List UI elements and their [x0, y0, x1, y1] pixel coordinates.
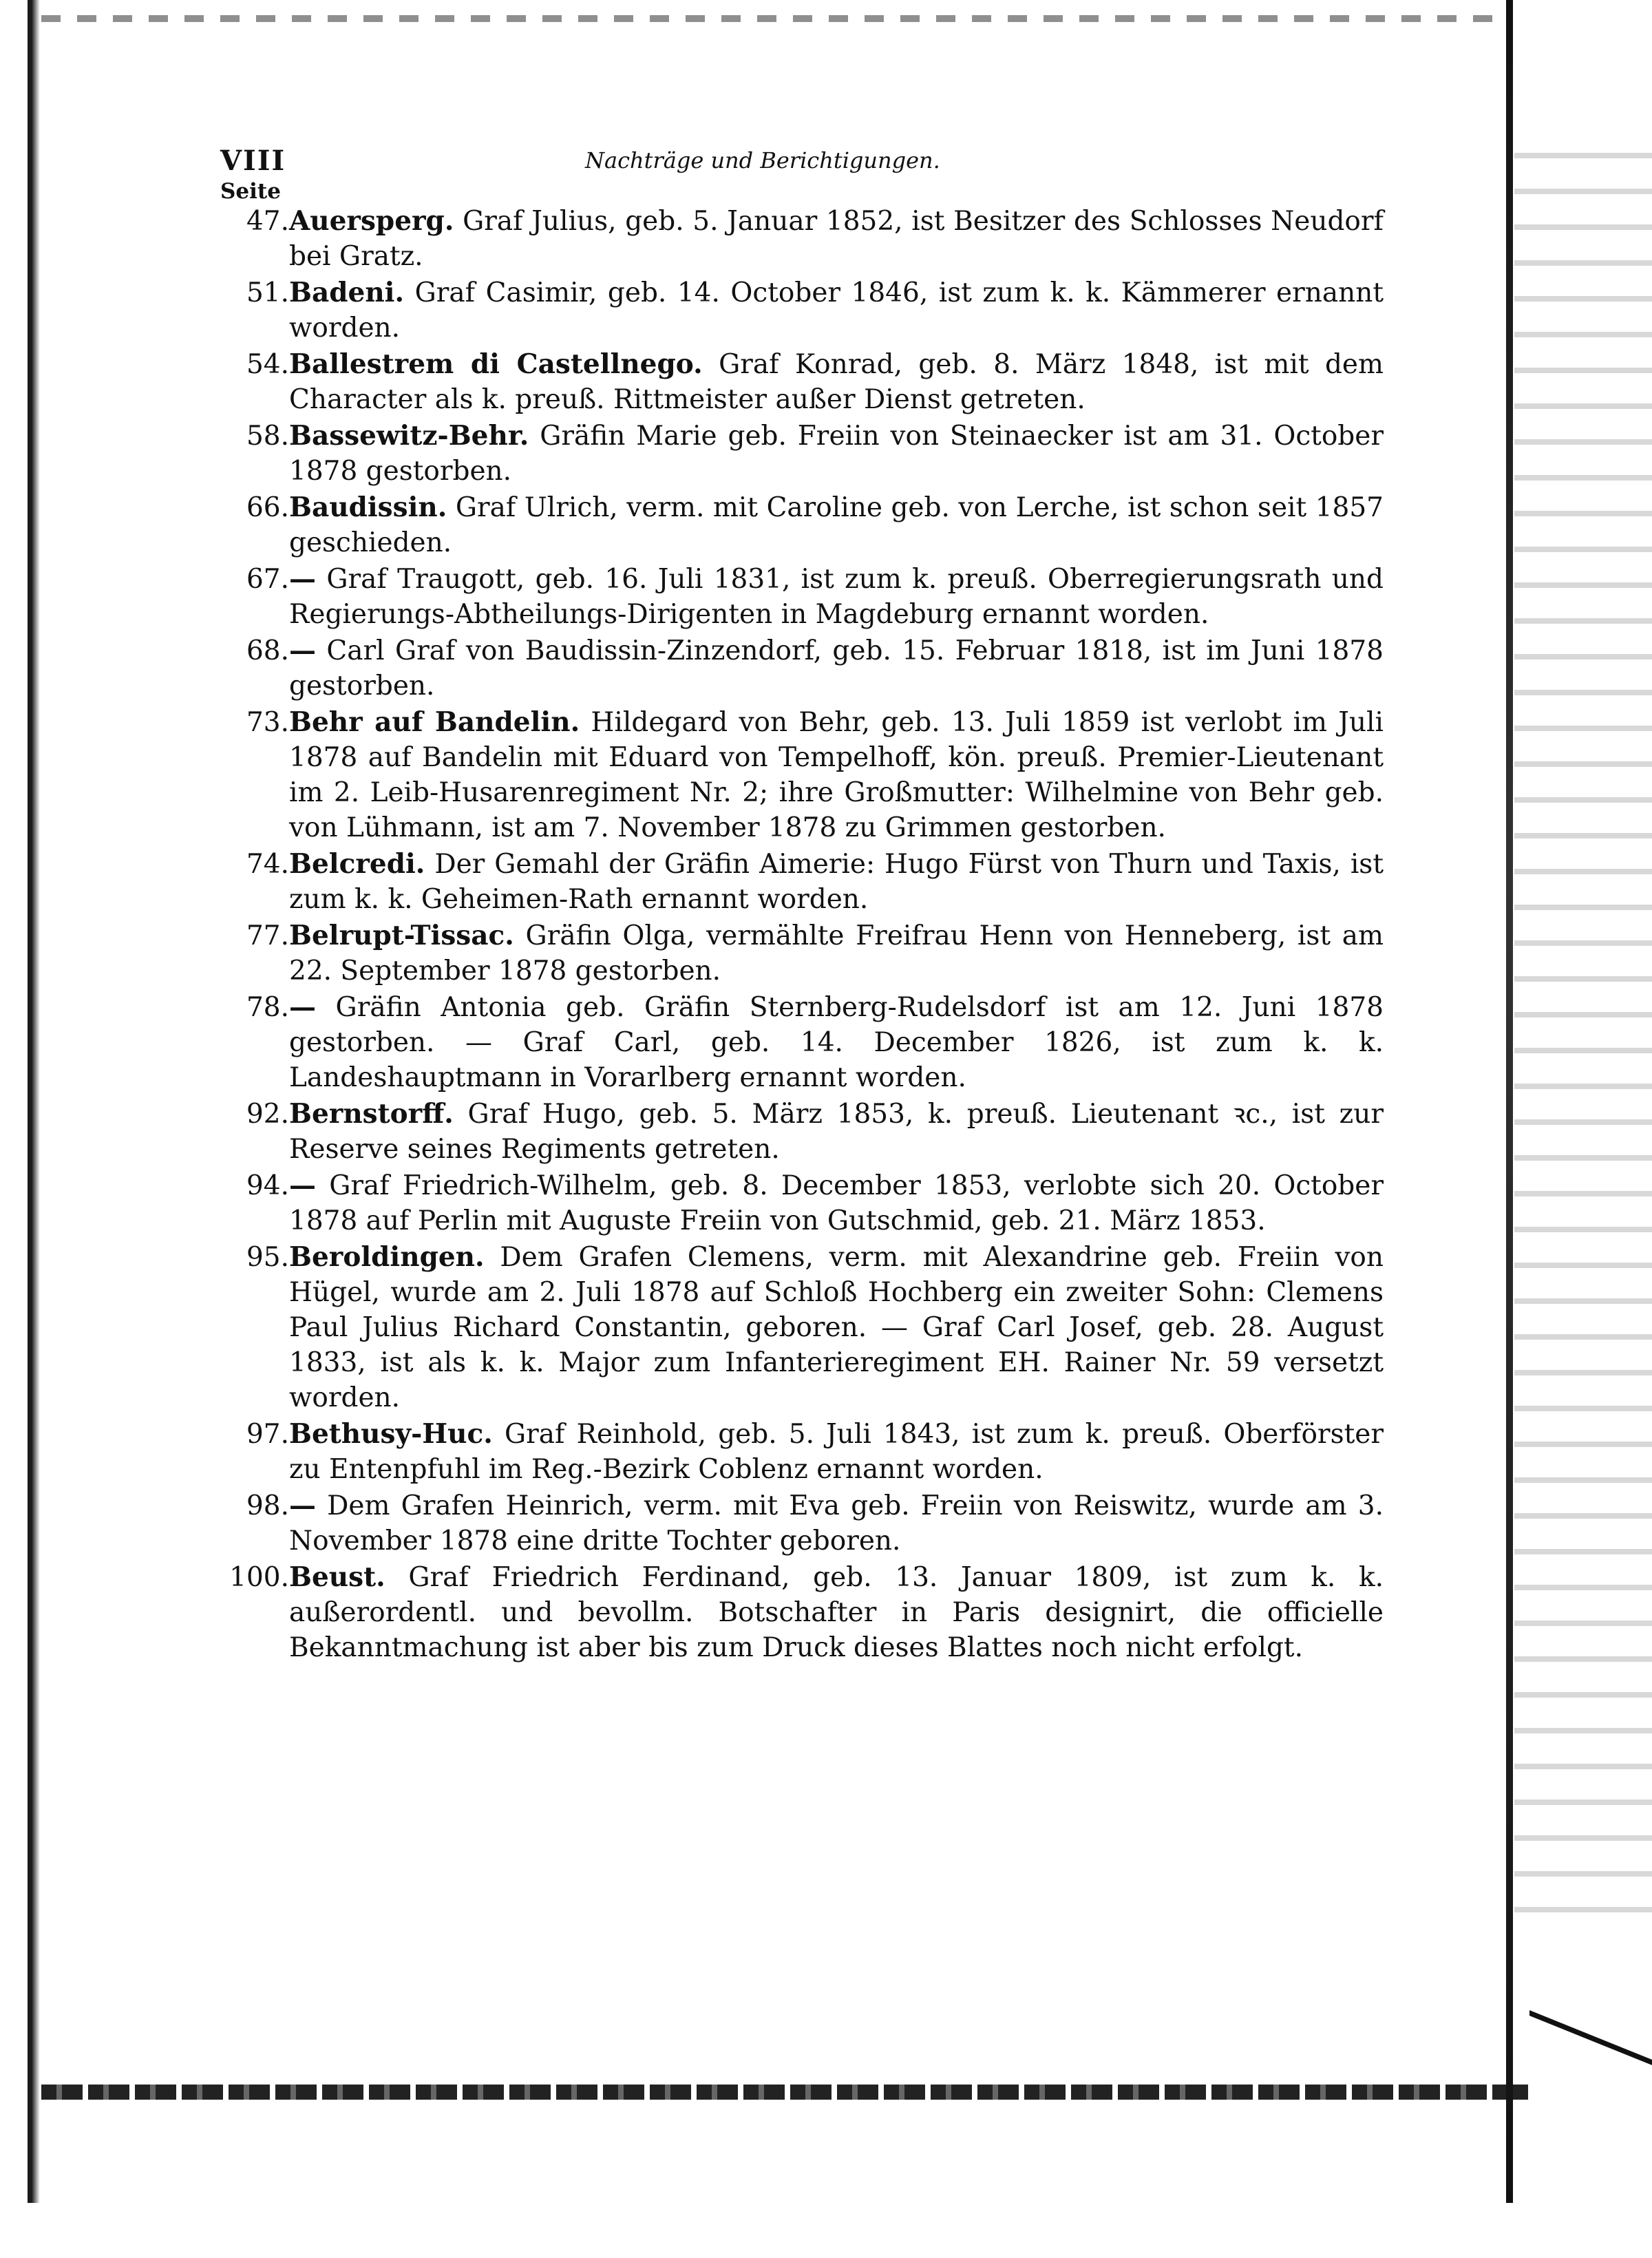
entry-text: Dem Grafen Clemens, verm. mit Alexandrine geb. Freiin von Hügel, wurde am 2. Juli 1878 auf Schloß Hochberg ein zweiter Sohn: Clemens Paul Julius Richard Constantin, geboren. — Graf Carl Josef, geb. 28. August 1833, ist als k. k. Major zum Infanterieregiment EH. Rainer Nr. 59 versetzt worden. — [289, 1242, 1384, 1413]
running-head: Nachträge und Berichtigungen. — [585, 147, 940, 173]
entry-page: 74. — [246, 849, 289, 880]
entry-lemma: Bethusy-Huc. — [289, 1418, 493, 1450]
entry-lemma: — — [289, 1170, 316, 1201]
page-number: VIII — [220, 145, 286, 177]
entry — [213, 1560, 1384, 1665]
entry-body — [289, 347, 1384, 417]
entry-page: 92. — [246, 1099, 289, 1130]
entry-lemma: Behr auf Bandelin. — [289, 706, 580, 738]
entry — [213, 1488, 1384, 1559]
entry-page: 54. — [246, 349, 289, 380]
scan-bottom-edge — [41, 2085, 1528, 2100]
entry-page: 97. — [246, 1419, 289, 1450]
entry-body — [289, 1097, 1384, 1167]
scan-left-edge — [28, 0, 40, 2203]
entry — [213, 490, 1384, 560]
entry-lemma: — — [289, 635, 316, 666]
entry-body — [289, 1488, 1384, 1559]
entry-page: 67. — [246, 564, 289, 595]
entry-text: Graf Reinhold, geb. 5. Juli 1843, ist zum k. preuß. Oberförster zu Entenpfuhl im Reg.-Bezirk Coblenz ernannt worden. — [289, 1419, 1384, 1485]
entry-text: Dem Grafen Heinrich, verm. mit Eva geb. Freiin von Reiswitz, wurde am 3. November 1878 eine dritte Tochter geboren. — [289, 1490, 1384, 1557]
entry — [213, 1097, 1384, 1167]
page — [213, 145, 1384, 1667]
entry-lemma: Auersperg. — [289, 205, 454, 237]
facing-page-bleed — [1514, 138, 1652, 1941]
entry-body — [289, 847, 1384, 917]
entry-page: 66. — [246, 492, 289, 523]
entry — [213, 918, 1384, 989]
entry-text: Gräfin Marie geb. Freiin von Steinaecker ist am 31. October 1878 gestorben. — [289, 421, 1384, 487]
entry-text: Graf Casimir, geb. 14. October 1846, ist zum k. k. Kämmerer ernannt worden. — [289, 277, 1384, 344]
entry-body — [289, 1168, 1384, 1238]
entry-text: Gräfin Olga, vermählte Freifrau Henn von Henneberg, ist am 22. September 1878 gestorben. — [289, 920, 1384, 986]
entry-lemma: Badeni. — [289, 277, 405, 308]
entry-page: 77. — [246, 920, 289, 951]
entry — [213, 847, 1384, 917]
page-corner-shadow — [1529, 2010, 1652, 2258]
page-header — [213, 145, 1384, 187]
entry-body — [289, 918, 1384, 989]
entry-page: 100. — [229, 1562, 289, 1593]
entry — [213, 1168, 1384, 1238]
entry-body — [289, 1417, 1384, 1487]
entry-body — [289, 990, 1384, 1095]
entry — [213, 419, 1384, 489]
entry-body — [289, 705, 1384, 845]
entry — [213, 990, 1384, 1095]
entry-page: 51. — [246, 277, 289, 308]
entry — [213, 633, 1384, 704]
entry-lemma: — — [289, 563, 316, 595]
entry-page: 73. — [246, 707, 289, 738]
entry-body — [289, 204, 1384, 274]
entry-lemma: Bassewitz-Behr. — [289, 420, 529, 452]
entry-text: Der Gemahl der Gräfin Aimerie: Hugo Fürst von Thurn und Taxis, ist zum k. k. Geheimen-Rath ernannt worden. — [289, 849, 1384, 915]
book-gutter — [1506, 0, 1513, 2203]
entry-lemma: Beust. — [289, 1561, 385, 1593]
entry — [213, 1240, 1384, 1415]
column-label: Seite — [220, 179, 281, 204]
entry-body — [289, 562, 1384, 632]
entry-lemma: Baudissin. — [289, 492, 447, 523]
entry-page: 94. — [246, 1170, 289, 1201]
scan-top-edge — [41, 15, 1501, 22]
entry-text: Graf Julius, geb. 5. Januar 1852, ist Besitzer des Schlosses Neudorf bei Gratz. — [289, 206, 1384, 272]
entry — [213, 347, 1384, 417]
entry — [213, 705, 1384, 845]
entry-lemma: Beroldingen. — [289, 1241, 485, 1273]
entry — [213, 275, 1384, 346]
entry-page: 95. — [246, 1242, 289, 1273]
entry-body — [289, 1240, 1384, 1415]
entry-list — [213, 204, 1384, 1665]
entry-text: Graf Ulrich, verm. mit Caroline geb. von Lerche, ist schon seit 1857 geschieden. — [289, 492, 1384, 558]
entry — [213, 1417, 1384, 1487]
entry-page: 58. — [246, 421, 289, 452]
entry-text: Gräfin Antonia geb. Gräfin Sternberg-Rudelsdorf ist am 12. Juni 1878 gestorben. — Graf Carl, geb. 14. December 1826, ist zum k. k. Landeshauptmann in Vorarlberg ernannt worden. — [289, 992, 1384, 1093]
entry-text: Graf Konrad, geb. 8. März 1848, ist mit dem Character als k. preuß. Rittmeister außer Dienst getreten. — [289, 349, 1384, 415]
entry-body — [289, 490, 1384, 560]
entry-page: 68. — [246, 635, 289, 666]
entry-page: 78. — [246, 992, 289, 1023]
entry-page: 98. — [246, 1490, 289, 1521]
entry-body — [289, 1560, 1384, 1665]
entry-lemma: — — [289, 991, 316, 1023]
entry-body — [289, 419, 1384, 489]
entry-lemma: Belrupt-Tissac. — [289, 920, 514, 951]
entry-lemma: — — [289, 1490, 316, 1521]
entry — [213, 204, 1384, 274]
entry-body — [289, 633, 1384, 704]
entry-text: Graf Friedrich-Wilhelm, geb. 8. December 1853, verlobte sich 20. October 1878 auf Perlin mit Auguste Freiin von Gutschmid, geb. 21. März 1853. — [289, 1170, 1384, 1236]
entry-text: Carl Graf von Baudissin-Zinzendorf, geb. 15. Februar 1818, ist im Juni 1878 gestorben. — [289, 635, 1384, 701]
entry-lemma: Ballestrem di Castellnego. — [289, 348, 703, 380]
entry-text: Graf Traugott, geb. 16. Juli 1831, ist zum k. preuß. Oberregierungsrath und Regierungs-Abtheilungs-Dirigenten in Magdeburg ernannt worden. — [289, 564, 1384, 630]
entry-lemma: Belcredi. — [289, 848, 425, 880]
entry-page: 47. — [246, 206, 289, 237]
entry-text: Hildegard von Behr, geb. 13. Juli 1859 ist verlobt im Juli 1878 auf Bandelin mit Eduard von Tempelhoff, kön. preuß. Premier-Lieutenant im 2. Leib-Husarenregiment Nr. 2; ihre Großmutter: Wilhelmine von Behr geb. von Lühmann, ist am 7. November 1878 zu Grimmen gestorben. — [289, 707, 1384, 843]
entry-body — [289, 275, 1384, 346]
entry-text: Graf Friedrich Ferdinand, geb. 13. Januar 1809, ist zum k. k. außerordentl. und bevollm. Botschafter in Paris designirt, die officielle Bekanntmachung ist aber bis zum Druck dieses Blattes noch nicht erfolgt. — [289, 1562, 1384, 1663]
entry-lemma: Bernstorff. — [289, 1098, 454, 1130]
entry — [213, 562, 1384, 632]
entry-text: Graf Hugo, geb. 5. März 1853, k. preuß. Lieutenant ꝛc., ist zur Reserve seines Regiments getreten. — [289, 1099, 1384, 1165]
